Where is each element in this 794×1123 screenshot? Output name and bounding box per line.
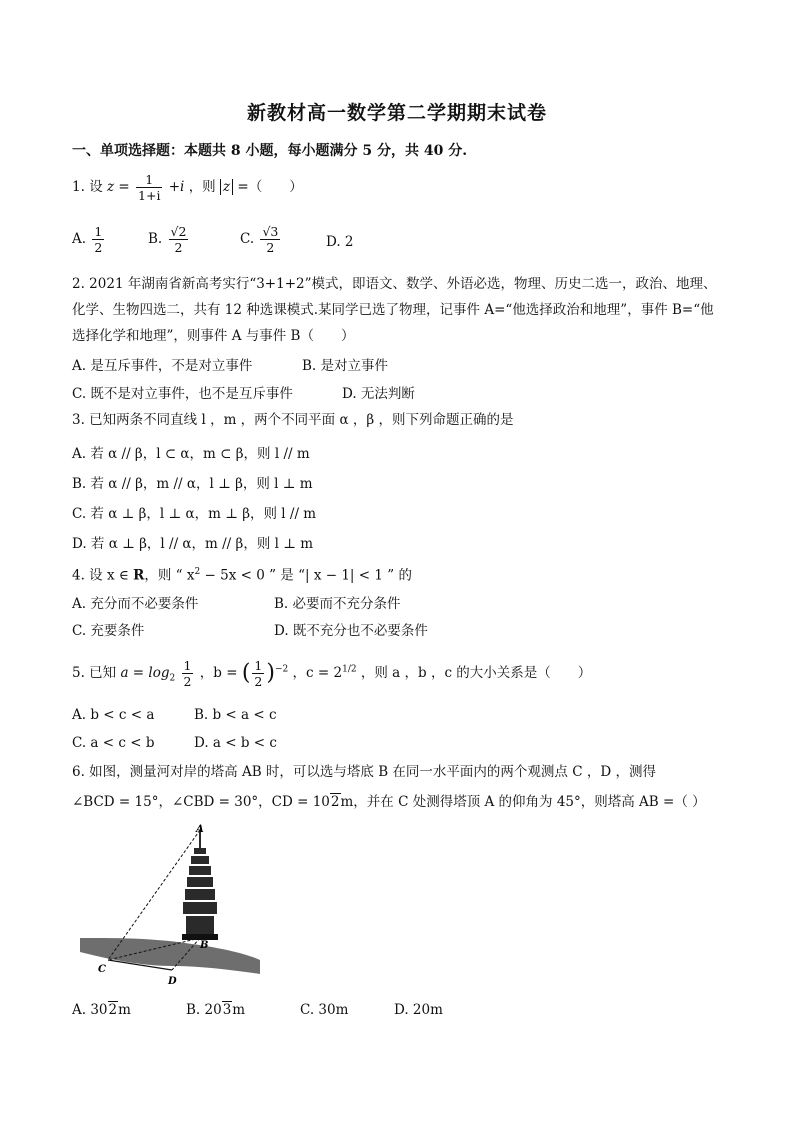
q2-option-b: B. 是对立事件	[302, 358, 389, 374]
question-6-line-1: 6. 如图，测量河对岸的塔高 AB 时，可以选与塔底 B 在同一水平面内的两个观测点 C ，D ，测得	[72, 764, 656, 780]
q1-option-a: A. $\frac{1}{2}$	[72, 224, 103, 255]
q1-option-d: D. 2	[326, 234, 354, 250]
question-2-line-2: 化学、生物四选二，共有 12 种选课模式.某同学已选了物理，记事件 A=“他选择政治和地理”，事件 B=“他	[72, 302, 714, 318]
point-b-label: B	[200, 940, 209, 951]
q3-option-c: C. 若 α ⊥ β，l ⊥ α，m ⊥ β，则 l // m	[72, 506, 317, 522]
question-3: 3. 已知两条不同直线 l ，m ，两个不同平面 α ，β ，则下列命题正确的是	[72, 412, 514, 428]
q4-option-b: B. 必要而不充分条件	[274, 596, 401, 612]
q3-option-a: A. 若 α // β，l ⊂ α，m ⊂ β，则 l // m	[72, 446, 310, 462]
q1-option-c: C. $\frac{√3}{2}$	[240, 224, 279, 255]
river-shape	[80, 938, 260, 974]
absolute-value: z	[220, 179, 233, 195]
question-6-line-2: ∠BCD = 15°，∠CBD = 30°，CD = 102m，并在 C 处测得塔顶 A 的仰角为 45°，则塔高 AB =（ ）	[72, 794, 706, 810]
q3-option-d: D. 若 α ⊥ β，l // α，m // β，则 l ⊥ m	[72, 536, 314, 552]
tower-icon	[182, 830, 218, 940]
point-a-label: A	[196, 824, 204, 835]
section-heading: 一、单项选择题：本题共 8 小题，每小题满分 5 分，共 40 分.	[72, 143, 468, 159]
q5-option-c: C. a < c < b	[72, 735, 155, 751]
q1-option-b: B. $\frac{√2}{2}$	[148, 224, 187, 255]
q2-option-d: D. 无法判断	[342, 386, 415, 402]
question-4: 4. 设 x ∈ R，则 “ $x^2 - 5x < 0$ ” 是 “| x − 1| < 1 ” 的	[72, 567, 412, 584]
q5-option-d: D. a < b < c	[194, 735, 277, 751]
page-title: 新教材高一数学第二学期期末试卷	[246, 102, 547, 124]
question-2-line-3: 选择化学和地理”，则事件 A 与事件 B（ ）	[72, 328, 355, 344]
question-5: 5. 已知 $a = \log_2$ $\frac{1}{2}$ ，b = ( $\frac{1}{2}$ )$^{-2}$ ，$c = 2^{1/2}$ ，则 a ，b ，c 的大小关系是（ ）	[72, 658, 592, 689]
q6-option-b: B. 203m	[186, 1002, 246, 1018]
q4-option-c: C. 充要条件	[72, 623, 145, 639]
fraction: $\frac{1}{1+i}$	[138, 172, 161, 203]
q6-option-c: C. 30m	[300, 1002, 349, 1018]
tower-figure	[72, 820, 272, 990]
q6-option-a: A. 302m	[72, 1002, 131, 1018]
q6-option-d: D. 20m	[394, 1002, 443, 1018]
q4-option-a: A. 充分而不必要条件	[72, 596, 199, 612]
question-1: 1. 设 z = $\frac{1}{1+i}$ +i ，则 z =（ ）	[72, 172, 303, 203]
point-d-label: D	[168, 976, 177, 987]
q5-option-a: A. b < c < a	[72, 707, 155, 723]
q4-option-d: D. 既不充分也不必要条件	[274, 623, 428, 639]
point-c-label: C	[98, 964, 106, 975]
q2-option-c: C. 既不是对立事件，也不是互斥事件	[72, 386, 293, 402]
question-2-line-1: 2. 2021 年湖南省新高考实行“3+1+2”模式，即语文、数学、外语必选，物理、历史二选一，政治、地理、	[72, 276, 717, 292]
q3-option-b: B. 若 α // β，m // α，l ⊥ β，则 l ⊥ m	[72, 476, 313, 492]
q5-option-b: B. b < a < c	[194, 707, 277, 723]
q2-option-a: A. 是互斥事件，不是对立事件	[72, 358, 253, 374]
